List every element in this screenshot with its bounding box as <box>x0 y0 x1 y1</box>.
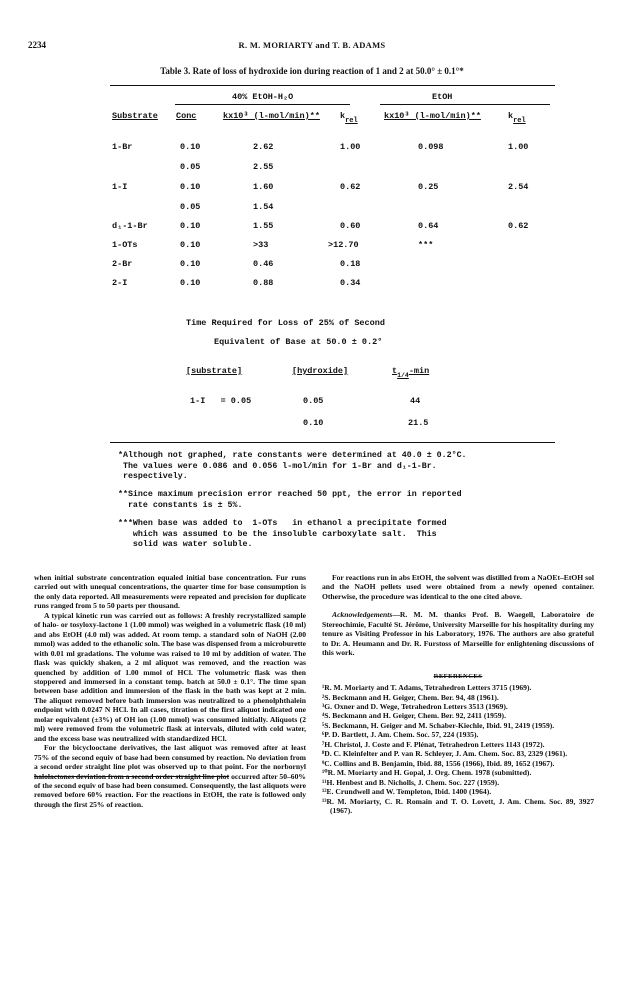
time-table-title-2: Equivalent of Base at 50.0 ± 0.2° <box>214 337 383 347</box>
cell-conc: 0.05 <box>180 202 201 212</box>
reference-item: ⁸D. C. Kleinfelter and P. van R. Schleyer, J. Am. Chem. Soc. 83, 2329 (1961). <box>322 749 568 759</box>
cell-k1: 2.55 <box>253 162 274 172</box>
cell-substrate: d₁-1-Br <box>112 221 148 231</box>
krel2-sub: rel <box>513 117 526 125</box>
cell-krel2: 1.00 <box>508 142 529 152</box>
footnote-2: **Since maximum precision error reached 50 ppt, the error in reported rate constants is ± 5%. <box>118 490 462 510</box>
col-header-k2: kx10³ (l-mol/min)** <box>384 111 481 121</box>
time-header-hydroxide: [hydroxide] <box>292 366 349 376</box>
cell-k1: 1.54 <box>253 202 274 212</box>
text-run: occurred after 50–60% of the second equiv of base had been consumed. Consequently, the last aliquots were removed before 60% reaction. For the reactions in EtOH, the rate is followed only through the first 25% of reaction. <box>34 771 306 809</box>
time-cell-substrate: 1-I = 0.05 <box>190 396 252 406</box>
cell-k1: 1.55 <box>253 221 274 231</box>
col-header-conc: Conc <box>176 111 197 121</box>
cell-conc: 0.10 <box>180 278 201 288</box>
cell-substrate: 2-I <box>112 278 128 288</box>
cell-conc: 0.10 <box>180 182 201 192</box>
group-heading-aqueous: 40% EtOH-H₂O <box>232 92 294 102</box>
ack-text: —R. M. M. thanks Prof. B. Waegell, Laboratoire de Stereochimie, Faculté St. Jérôme, University Marseille for his hospitality during my tenure as Visiting Professor in his Laboratory, 1976. The authors are also grateful to Dr. A. Heumann and Dr. R. Furstoss of Marseille for enlightening discussions of this work. <box>322 610 594 658</box>
time-header-substrate: [substrate] <box>186 366 243 376</box>
time-header-t <box>392 366 430 379</box>
cell-krel1: 0.60 <box>340 221 361 231</box>
reference-item: ¹¹H. Henbest and B. Nicholls, J. Chem. Soc. 227 (1959). <box>322 777 500 787</box>
col-header-krel2 <box>508 111 526 125</box>
time-table-title-1: Time Required for Loss of 25% of Second <box>186 318 385 328</box>
paragraph: For reactions run in abs EtOH, the solvent was distilled from a NaOEt–EtOH sol and the NaOH pellets used were obtained from a newly opened container. Otherwise, the procedure was identical to the one cited above. <box>322 573 594 601</box>
cell-substrate: 2-Br <box>112 259 133 269</box>
cell-conc: 0.10 <box>180 259 201 269</box>
t-unit: -min <box>408 366 430 376</box>
cell-substrate: 1-I <box>112 182 128 192</box>
group-heading-ethanol: EtOH <box>432 92 453 102</box>
cell-conc: 0.05 <box>180 162 201 172</box>
cell-k1: 0.46 <box>253 259 274 269</box>
cell-k1: 0.88 <box>253 278 274 288</box>
cell-krel1: 0.34 <box>340 278 361 288</box>
cell-k2: *** <box>418 240 434 250</box>
right-column <box>322 573 594 815</box>
table-top-rule <box>110 85 555 86</box>
reference-item: ⁷H. Christol, J. Coste and F. Plénat, Tetrahedron Letters 1143 (1972). <box>322 739 545 749</box>
cell-k1: 2.62 <box>253 142 274 152</box>
reference-item: ²S. Beckmann and H. Geiger, Chem. Ber. 94, 48 (1961). <box>322 692 499 702</box>
running-header-authors: R. M. MORIARTY and T. B. ADAMS <box>238 40 386 50</box>
group1-rule <box>175 104 350 105</box>
time-cell-hydroxide: 0.05 <box>303 396 324 406</box>
col-header-substrate: Substrate <box>112 111 158 121</box>
cell-k2: 0.25 <box>418 182 439 192</box>
cell-substrate: 1-OTs <box>112 240 138 250</box>
cell-k1: 1.60 <box>253 182 274 192</box>
reference-item: ⁶P. D. Bartlett, J. Am. Chem. Soc. 57, 224 (1935). <box>322 730 479 740</box>
ack-label: Acknowledgements <box>332 610 393 620</box>
struck-text: halolactones deviation from a second order straight line plot <box>34 771 230 781</box>
reference-item: ⁹C. Collins and B. Benjamin, Ibid. 88, 1556 (1966), Ibid. 89, 1652 (1967). <box>322 758 555 768</box>
table-caption: Table 3. Rate of loss of hydroxide ion during reaction of 1 and 2 at 50.0° ± 0.1°* <box>160 66 464 76</box>
cell-krel1: 0.18 <box>340 259 361 269</box>
references-title: REFERENCES <box>433 672 483 680</box>
reference-list <box>322 683 594 815</box>
reference-item: ⁵S. Beckmann, H. Geiger and M. Schaber-Kiechle, Ibid. 91, 2419 (1959). <box>322 720 555 730</box>
paragraph <box>34 743 306 809</box>
cell-k1: >33 <box>253 240 269 250</box>
reference-item: ⁴S. Beckmann and H. Geiger, Chem. Ber. 92, 2411 (1959). <box>322 711 506 721</box>
reference-item: ¹⁰R. M. Moriarty and H. Gopal, J. Org. Chem. 1978 (submitted). <box>322 768 532 778</box>
paragraph: A typical kinetic run was carried out as follows: A freshly recrystallized sample of halo- or tosyloxy-lactone 1 (1.00 mmol) was weighed in a volumetric flask (10 ml) and abs EtOH (4.0 ml) was added. At room temp. a standard soln of NaOH (2.00 mmol) was added to the ethanolic soln. The base was dispensed from a microburette with 0.01 ml gradations. The volume was raised to 10 ml by addition of water. The flask was quickly shaken, a 2 ml aliquot was removed, and the reaction was quenched by addition of 1.00 mmol of HCl. The volumetric flask was then stoppered and immersed in a constant temp. batch at 50.0 ± 0.1°. The time span between base addition and immersion of the flask in the bath was kept at 2 min. The aliquot removed before bath immersion was neutralized to a phenolphthalein endpoint with 0.0247 N HCl. In all cases, titration of the first aliquot indicated one molar equivalent (±3%) of OH ion (1.00 mmol) was consumed initially. Aliquots (2 ml) were removed from the volumetric flask at intervals, diluted with cold water, and the excess base was neutralized with standardized HCl. <box>34 610 306 743</box>
paragraph: when initial substrate concentration equaled initial base concentration. Fur runs carried out with unequal concentrations, the quarter time for base consumption is the only data reported. All measurements were repeated and precision for duplicate runs ranged from 5 to 50 parts per thousand. <box>34 573 306 611</box>
table-bottom-rule <box>110 442 555 443</box>
time-cell-t: 44 <box>410 396 421 406</box>
cell-k2: 0.098 <box>418 142 444 152</box>
group2-rule <box>380 104 550 105</box>
left-column <box>34 573 306 809</box>
cell-krel2: 0.62 <box>508 221 529 231</box>
cell-krel2: 2.54 <box>508 182 529 192</box>
col-header-k1: kx10³ (l-mol/min)** <box>223 111 320 121</box>
reference-item: ¹³R. M. Moriarty, C. R. Romain and T. O. Lovett, J. Am. Chem. Soc. 89, 3927 (1967). <box>322 796 594 815</box>
cell-conc: 0.10 <box>180 142 201 152</box>
cell-conc: 0.10 <box>180 240 201 250</box>
reference-item: ¹²E. Crundwell and W. Templeton, Ibid. 1400 (1964). <box>322 787 492 797</box>
footnote-3: ***When base was added to 1-OTs in ethanol a precipitate formed which was assumed to be the insoluble carboxylate salt. This solid was water soluble. <box>118 519 447 549</box>
page-number: 2234 <box>28 40 46 50</box>
footnote-1: *Although not graphed, rate constants were determined at 40.0 ± 0.2°C. The values were 0.086 and 0.056 l-mol/min for 1-Br and d₁-1-Br. respectively. <box>118 451 467 481</box>
text-run: For the bicyclooctane derivatives, the last aliquot was removed after at least 75% of the second equiv of base had been consumed by reaction. No deviation from a second order straight line plot was observed up to that point. For the norbornyl <box>34 743 306 772</box>
col-header-krel1 <box>340 111 358 125</box>
time-cell-hydroxide: 0.10 <box>303 418 324 428</box>
t-subscript: 1/4 <box>397 372 409 379</box>
acknowledgements <box>322 610 594 657</box>
cell-krel1: 1.00 <box>340 142 361 152</box>
krel1-sub: rel <box>345 117 358 125</box>
reference-item: ¹R. M. Moriarty and T. Adams, Tetrahedron Letters 3715 (1969). <box>322 683 532 693</box>
cell-k2: 0.64 <box>418 221 439 231</box>
reference-item: ³G. Oxner and D. Wege, Tetrahedron Letters 3513 (1969). <box>322 701 508 711</box>
cell-conc: 0.10 <box>180 221 201 231</box>
krel1-k: k <box>340 111 346 121</box>
cell-krel1: >12.70 <box>328 240 359 250</box>
time-cell-t: 21.5 <box>408 418 429 428</box>
cell-krel1: 0.62 <box>340 182 361 192</box>
t-symbol: t <box>392 366 398 376</box>
cell-substrate: 1-Br <box>112 142 133 152</box>
krel2-k: k <box>508 111 514 121</box>
